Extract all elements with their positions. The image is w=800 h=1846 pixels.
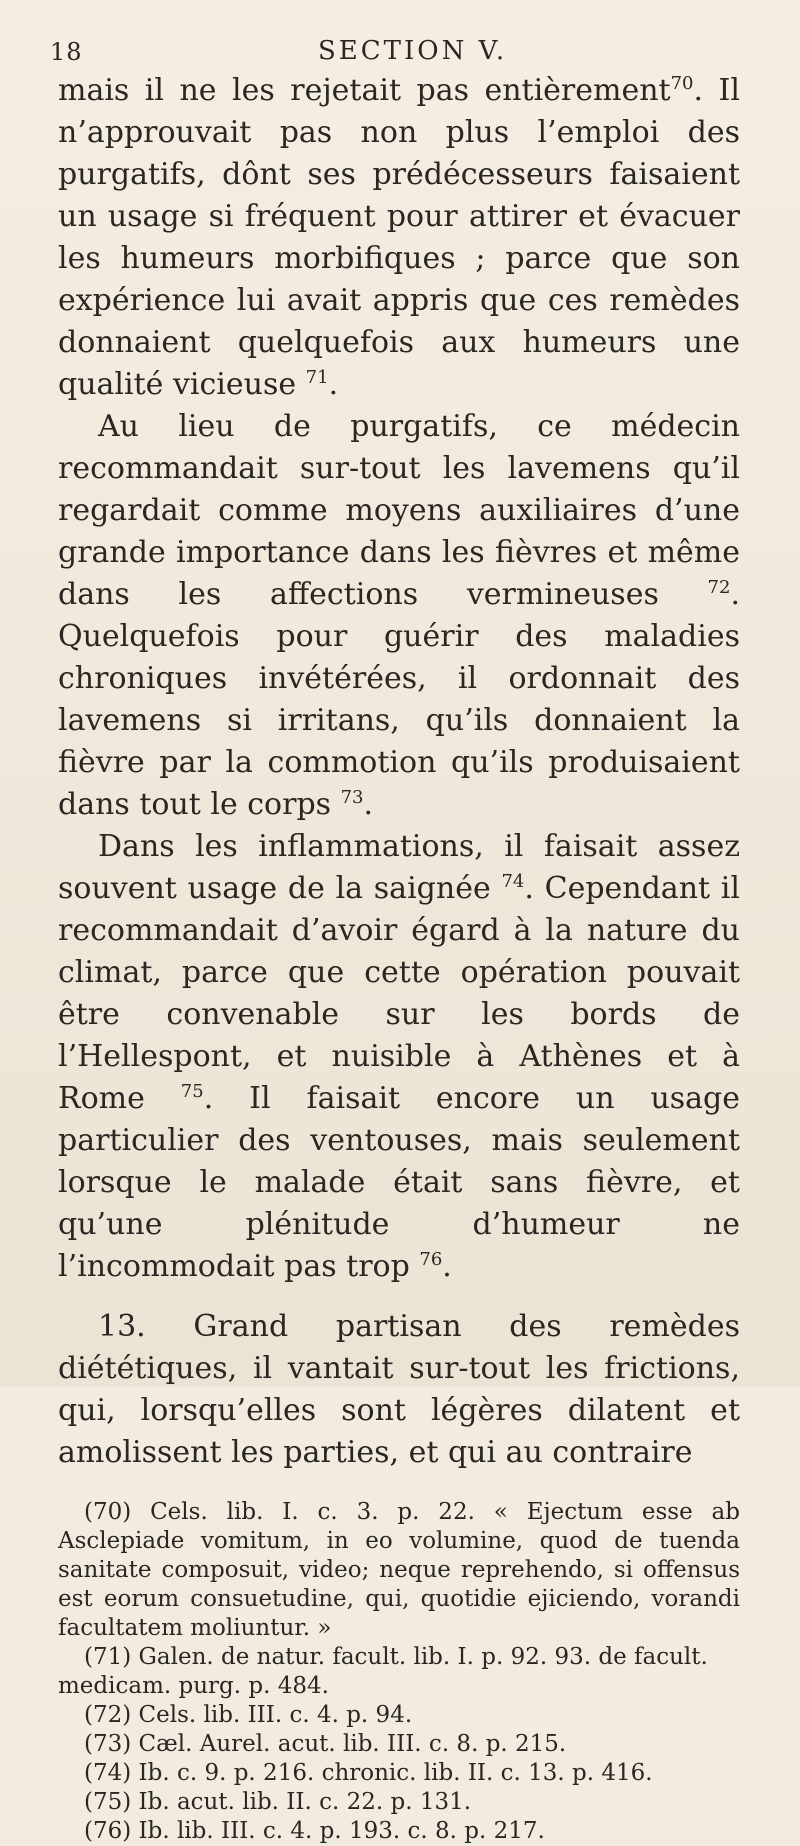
paragraph-1: mais il ne les rejetait pas entièrement$^{70}$. Il n’approuvait pas non plus l’emploi des purgatifs, dônt ses prédécesseurs faisaient un usage si fréquent pour attirer et évacuer les humeurs morbifiques ; parce que son expérience lui avait appris que ces remèdes donnaient quelquefois aux humeurs une qualité vicieuse $^{71}$. [58, 73, 740, 402]
footnote-ref-74: 74 [501, 871, 525, 892]
footnote-ref-76: 76 [419, 1249, 443, 1270]
paragraph-3: Dans les inflammations, il faisait assez souvent usage de la saignée $^{74}$. Cependant il recommandait d’avoir égard à la nature du climat, parce que cette opération pouvait être convenable sur les bords de l’Hellespont, et nuisible à Athènes et à Rome $^{75}$. Il faisait encore un usage particulier des ventouses, mais seulement lorsque le malade était sans fièvre, et qu’une plénitude d’humeur ne l’incommodait pas trop $^{76}$. [58, 829, 741, 1284]
footnote-ref-73: 73 [340, 787, 364, 808]
footnote-ref-71: 71 [305, 367, 329, 388]
running-head [50, 30, 740, 70]
paragraph-2: Au lieu de purgatifs, ce médecin recommandait sur-tout les lavemens qu’il regardait comme moyens auxiliaires d’une grande importance dans les fièvres et même dans les affections vermineuses $^{72}$. Quelquefois pour guérir des maladies chroniques invétérées, il ordonnait des lavemens si irritans, qu’ils donnaient la fièvre par la commotion qu’ils produisaient dans tout le corps $^{73}$. [58, 409, 740, 822]
footnote-70: (70) Cels. lib. I. c. 3. p. 22. « Ejectum esse ab Asclepiade vomitum, in eo volumine, quod de tuenda sanitate composuit, video; neque reprehendo, si offensus est eorum consuetudine, qui, quotidie ejiciendo, vorandi facultatem moliuntur. » [58, 1499, 740, 1641]
section-title: SECTION V. [318, 36, 508, 66]
footnote-74: (74) Ib. c. 9. p. 216. chronic. lib. II. c. 13. p. 416. [84, 1760, 653, 1786]
footnote-76: (76) Ib. lib. III. c. 4. p. 193. c. 8. p. 217. [84, 1818, 545, 1844]
body-text [58, 70, 740, 1474]
footnote-ref-72: 72 [707, 577, 731, 598]
paragraph-13: 13. Grand partisan des remèdes diététiques, il vantait sur-tout les frictions, qui, lorsqu’elles sont légères dilatent et amolissent les parties, et qui au contraire [58, 1309, 740, 1470]
footnotes [58, 1498, 740, 1846]
footnote-ref-75: 75 [180, 1081, 204, 1102]
footnote-71: (71) Galen. de natur. facult. lib. I. p. 92. 93. de facult. medicam. purg. p. 484. [58, 1644, 708, 1699]
footnote-75: (75) Ib. acut. lib. II. c. 22. p. 131. [84, 1789, 472, 1815]
footnote-72: (72) Cels. lib. III. c. 4. p. 94. [84, 1702, 413, 1728]
page-number: 18 [50, 38, 83, 66]
footnote-ref-70: 70 [670, 73, 694, 94]
footnote-73: (73) Cæl. Aurel. acut. lib. III. c. 8. p. 215. [84, 1731, 567, 1757]
